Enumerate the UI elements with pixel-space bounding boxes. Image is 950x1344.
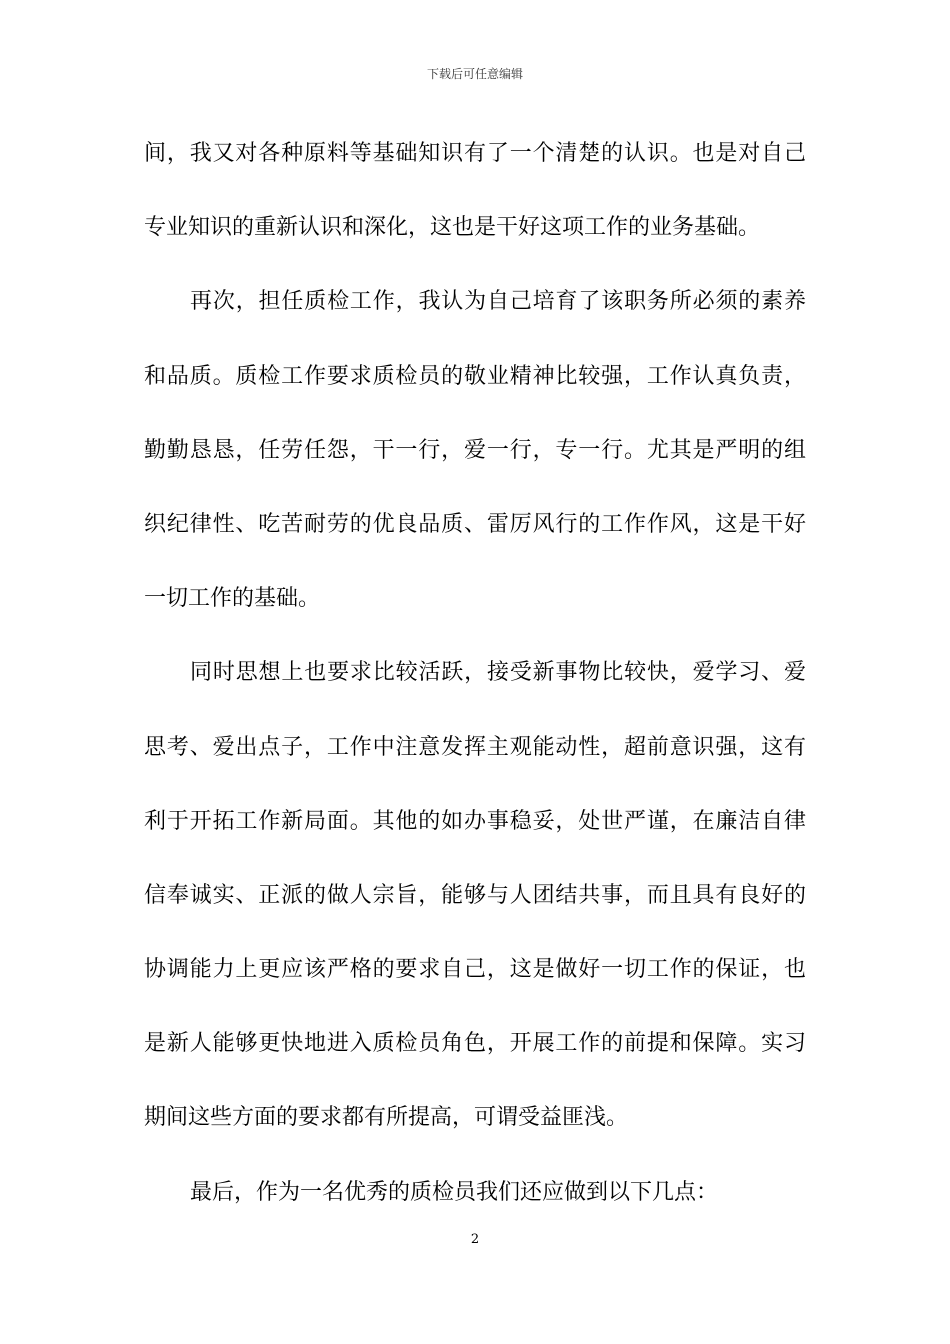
page-number: 2 [470,1232,480,1247]
text-line-6: 织纪律性、吃苦耐劳的优良品质、雷厉风行的工作作风，这是干好 [144,511,806,537]
text-line-4: 和品质。质检工作要求质检员的敬业精神比较强，工作认真负责， [144,363,806,389]
text-line-5: 勤勤恳恳，任劳任怨，干一行，爱一行，专一行。尤其是严明的组 [144,437,806,463]
text-line-14: 期间这些方面的要求都有所提高，可谓受益匪浅。 [144,1105,629,1131]
text-line-2: 专业知识的重新认识和深化，这也是干好这项工作的业务基础。 [144,215,761,241]
text-line-11: 信奉诚实、正派的做人宗旨，能够与人团结共事，而且具有良好的 [144,882,806,908]
text-line-1: 间，我又对各种原料等基础知识有了一个清楚的认识。也是对自己 [144,141,806,166]
text-line-12: 协调能力上更应该严格的要求自己，这是做好一切工作的保证，也 [144,957,806,983]
paragraph-start-line-8: 同时思想上也要求比较活跃，接受新事物比较快，爱学习、爱 [190,660,806,686]
text-line-10: 利于开拓工作新局面。其他的如办事稳妥，处世严谨，在廉洁自律 [144,808,806,834]
text-line-13: 是新人能够更快地进入质检员角色，开展工作的前提和保障。实习 [144,1031,806,1057]
paragraph-start-line-15: 最后，作为一名优秀的质检员我们还应做到以下几点： [190,1179,719,1205]
text-line-9: 思考、爱出点子，工作中注意发挥主观能动性，超前意识强，这有 [144,734,806,760]
header-note: 下载后可任意编辑 [426,67,523,81]
paragraph-start-line-3: 再次，担任质检工作，我认为自己培育了该职务所必须的素养 [190,289,806,315]
text-line-7: 一切工作的基础。 [144,586,321,612]
document-body [144,127,806,1240]
